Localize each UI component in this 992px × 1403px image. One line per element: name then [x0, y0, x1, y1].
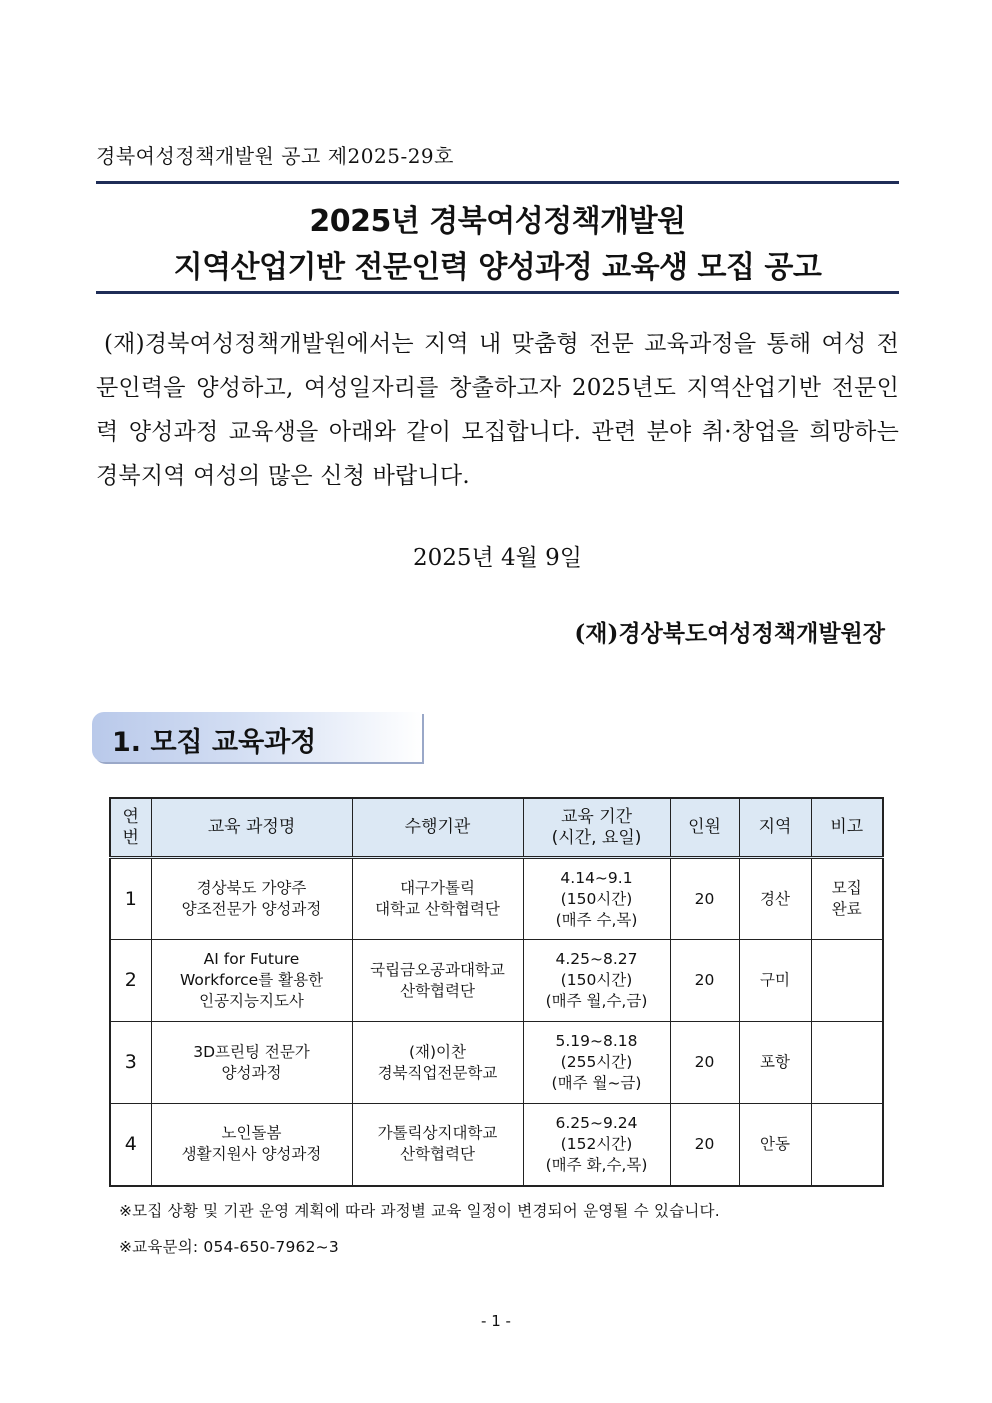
- institution: 국립금오공과대학교 산학협력단: [352, 940, 523, 1022]
- row-number: 4: [110, 1104, 151, 1186]
- signer: (재)경상북도여성정책개발원장: [574, 620, 885, 647]
- section-heading: 1. 모집 교육과정: [112, 727, 317, 758]
- period: 5.19~8.18 (255시간) (매주 월~금): [523, 1022, 670, 1104]
- period: 4.25~8.27 (150시간) (매주 월,수,금): [523, 940, 670, 1022]
- course-name: 노인돌봄 생활지원사 양성과정: [151, 1104, 352, 1186]
- region: 안동: [739, 1104, 811, 1186]
- notice-number: 경북여성정책개발원 공고 제2025-29호: [96, 144, 454, 168]
- section-heading-box: [92, 712, 422, 762]
- table-row: [110, 1022, 883, 1104]
- header-people: 인원: [670, 798, 739, 858]
- course-table: [109, 797, 884, 1187]
- remarks: [811, 1022, 883, 1104]
- people-count: 20: [670, 1022, 739, 1104]
- title-top-rule: [96, 181, 899, 184]
- header-period: 교육 기간 (시간, 요일): [523, 798, 670, 858]
- course-name: AI for Future Workforce를 활용한 인공지능지도사: [151, 940, 352, 1022]
- announcement-body: (재)경북여성정책개발원에서는 지역 내 맞춤형 전문 교육과정을 통해 여성 전문인력을 양성하고, 여성일자리를 창출하고자 2025년도 지역산업기반 전문인력 양성과정 교육생을 아래와 같이 모집합니다. 관련 분야 취·창업을 희망하는 경북지역 여성의 많은 신청 바랍니다.: [96, 331, 899, 489]
- table-row: [110, 858, 883, 940]
- region: 구미: [739, 940, 811, 1022]
- people-count: 20: [670, 940, 739, 1022]
- institution: 대구가톨릭 대학교 산학협력단: [352, 858, 523, 940]
- course-name: 경상북도 가양주 양조전문가 양성과정: [151, 858, 352, 940]
- institution: 가톨릭상지대학교 산학협력단: [352, 1104, 523, 1186]
- page-number: - 1 -: [481, 1312, 511, 1330]
- region: 포항: [739, 1022, 811, 1104]
- remarks: [811, 1104, 883, 1186]
- row-number: 3: [110, 1022, 151, 1104]
- table-row: [110, 940, 883, 1022]
- people-count: 20: [670, 858, 739, 940]
- remarks: 모집 완료: [811, 858, 883, 940]
- header-course: 교육 과정명: [151, 798, 352, 858]
- title-bottom-rule: [96, 291, 899, 294]
- institution: (재)이찬 경북직업전문학교: [352, 1022, 523, 1104]
- course-name: 3D프린팅 전문가 양성과정: [151, 1022, 352, 1104]
- table-header-row: [110, 798, 883, 858]
- region: 경산: [739, 858, 811, 940]
- header-remarks: 비고: [811, 798, 883, 858]
- period: 6.25~9.24 (152시간) (매주 화,수,목): [523, 1104, 670, 1186]
- period: 4.14~9.1 (150시간) (매주 수,목): [523, 858, 670, 940]
- people-count: 20: [670, 1104, 739, 1186]
- page-title-line-1: 2025년 경북여성정책개발원: [309, 204, 686, 239]
- table-row: [110, 1104, 883, 1186]
- contact-note: ※교육문의: 054-650-7962~3: [119, 1238, 339, 1256]
- header-no: 연 번: [110, 798, 151, 858]
- header-institution: 수행기관: [352, 798, 523, 858]
- row-number: 1: [110, 858, 151, 940]
- header-region: 지역: [739, 798, 811, 858]
- announcement-date: 2025년 4월 9일: [412, 545, 583, 571]
- remarks: [811, 940, 883, 1022]
- schedule-change-note: ※모집 상황 및 기관 운영 계획에 따라 과정별 교육 일정이 변경되어 운영될 수 있습니다.: [119, 1202, 720, 1220]
- page-title-line-2: 지역산업기반 전문인력 양성과정 교육생 모집 공고: [173, 250, 822, 285]
- row-number: 2: [110, 940, 151, 1022]
